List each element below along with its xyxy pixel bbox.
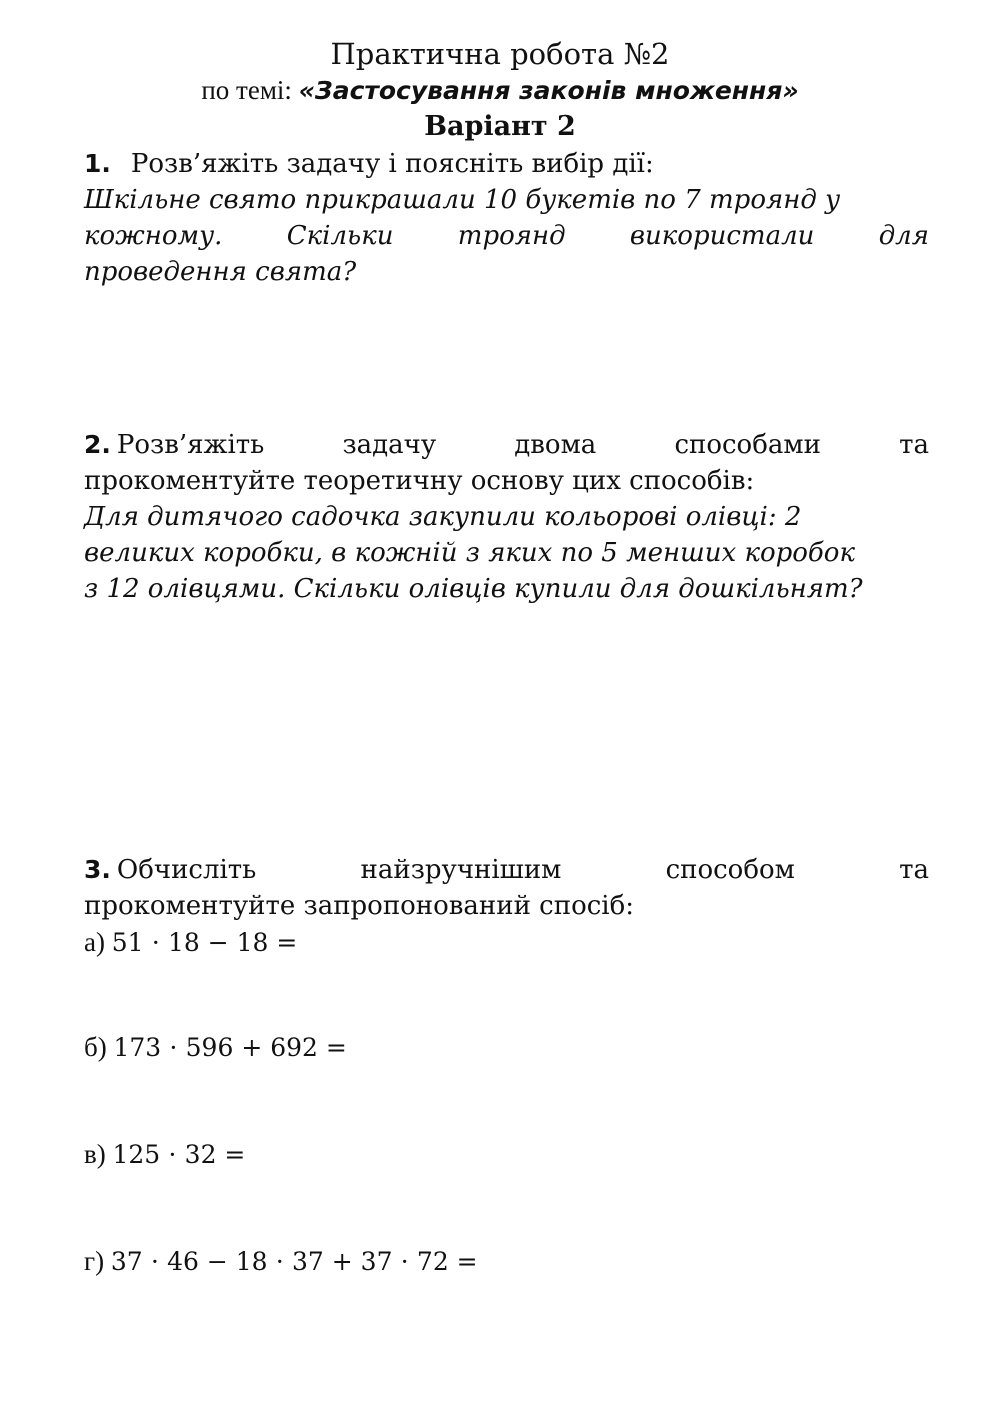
word: способами [674,430,821,460]
word: для [878,221,929,251]
task-2-problem-line: великих коробки, в кожній з яких по 5 менших коробок [84,538,855,568]
task-1 [84,146,929,290]
task-1-instruction-line [84,146,929,182]
word: використали [629,221,815,251]
word: та [899,430,929,460]
item-label: в) [84,1139,106,1169]
task-number: 3. [84,855,111,884]
math-expression: 125 ⋅ 32 = [112,1140,246,1169]
word: Скільки [286,221,394,251]
task-number: 2. [84,430,111,459]
word: та [899,855,929,885]
math-expression: 173 ⋅ 596 + 692 = [113,1033,347,1062]
task-2-instruction-line [84,427,929,463]
task-1-problem-line: проведення свята? [84,257,357,287]
task-2-instruction-line: прокоментуйте теоретичну основу цих способів: [84,466,755,496]
word: Розв’яжіть [116,430,265,460]
word: найзручнішим [360,855,562,885]
expression-item [84,1029,347,1066]
word: задачу [342,430,437,460]
topic-prefix: по темі: [201,75,299,105]
variant-heading: Варіант 2 [424,111,576,142]
task-2-problem-line: Для дитячого садочка закупили кольорові олівці: 2 [84,502,802,532]
task-2-problem-line: з 12 олівцями. Скільки олівців купили для дошкільнят? [84,574,863,604]
word: кожному. [84,221,223,251]
task-3-instruction-line: прокоментуйте запропонований спосіб: [84,891,635,921]
item-label: а) [84,927,105,957]
word: троянд [457,221,566,251]
task-3-instruction-line [84,852,929,888]
task-number: 1. [84,149,111,178]
math-expression: 51 ⋅ 18 − 18 = [111,928,298,957]
page-title: Практична робота №2 [330,37,670,71]
math-expression: 37 ⋅ 46 − 18 ⋅ 37 + 37 ⋅ 72 = [110,1247,478,1276]
task-instruction: Розв’яжіть задачу і поясніть вибір дії: [130,149,654,179]
expression-item [84,924,297,961]
expression-item [84,1243,478,1280]
item-label: г) [84,1246,105,1276]
word: Обчисліть [116,855,257,885]
task-1-problem-line [84,218,929,254]
word: способом [665,855,795,885]
task-2 [84,427,929,607]
expression-item [84,1136,245,1173]
word: двома [514,430,597,460]
task-3 [84,852,929,924]
item-label: б) [84,1032,107,1062]
topic-name: «Застосування законів множення» [298,76,799,105]
topic-line [0,73,1000,108]
task-1-problem-line: Шкільне свято прикрашали 10 букетів по 7 троянд у [84,185,841,215]
